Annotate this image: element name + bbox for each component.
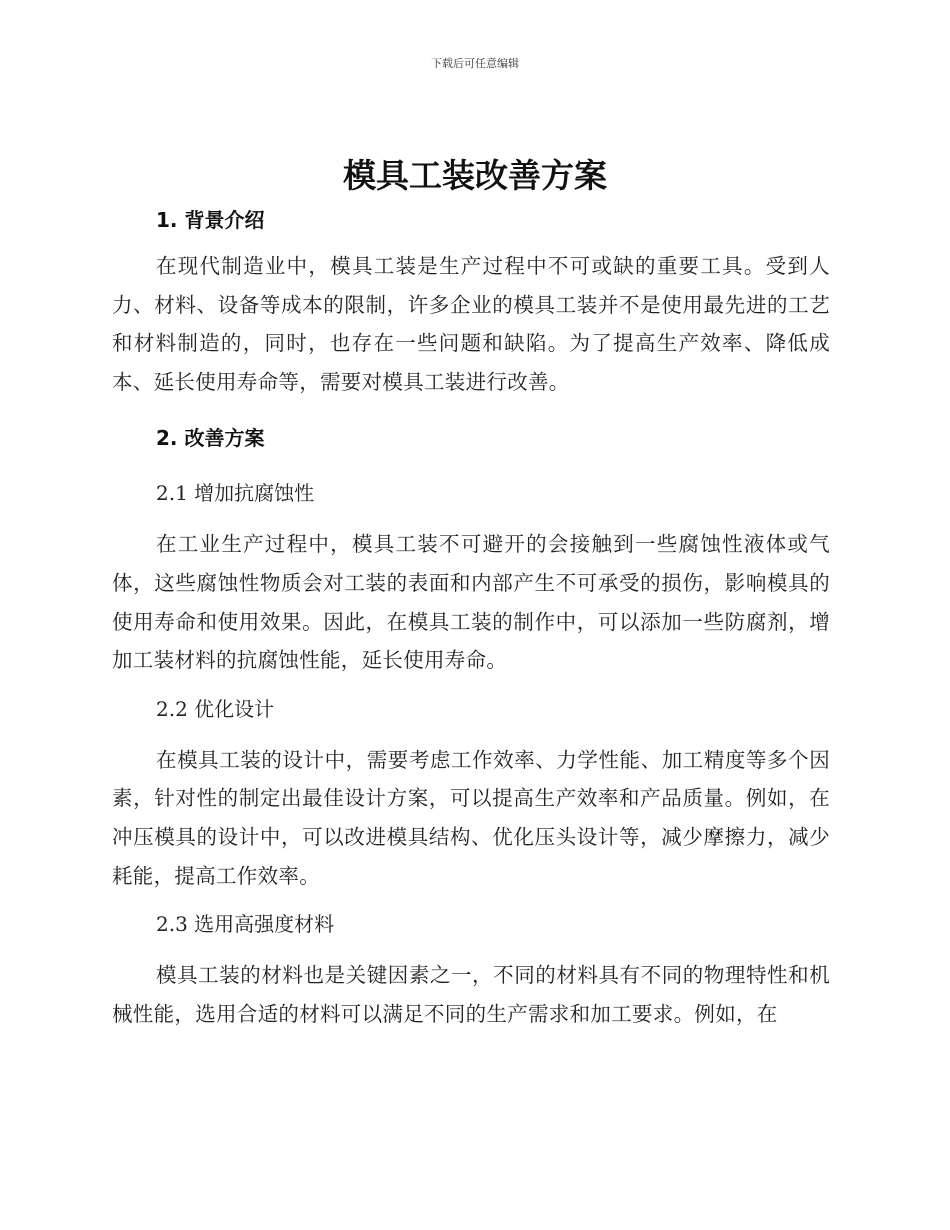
document-title: 模具工装改善方案 <box>343 156 607 195</box>
subsection-2-2-heading: 2.2 优化设计 <box>156 696 275 721</box>
section-2-heading: 2. 改善方案 <box>156 426 265 451</box>
subsection-2-3-heading: 2.3 选用高强度材料 <box>156 912 335 937</box>
subsection-2-3-paragraph: 模具工装的材料也是关键因素之一，不同的材料具有不同的物理特性和机械性能，选用合适的材料可以满足不同的生产需求和加工要求。例如，在 <box>112 963 830 1026</box>
section-1-heading: 1. 背景介绍 <box>156 208 265 232</box>
subsection-2-2-paragraph: 在模具工装的设计中，需要考虑工作效率、力学性能、加工精度等多个因素，针对性的制定出最佳设计方案，可以提高生产效率和产品质量。例如，在冲压模具的设计中，可以改进模具结构、优化压头设计等，减少摩擦力，减少耗能，提高工作效率。 <box>112 747 830 888</box>
section-1-paragraph: 在现代制造业中，模具工装是生产过程中不可或缺的重要工具。受到人力、材料、设备等成本的限制，许多企业的模具工装并不是使用最先进的工艺和材料制造的，同时，也存在一些问题和缺陷。为了提高生产效率、降低成本、延长使用寿命等，需要对模具工装进行改善。 <box>112 254 830 394</box>
header-note: 下载后可任意编辑 <box>431 57 519 70</box>
subsection-2-1-heading: 2.1 增加抗腐蚀性 <box>156 481 315 506</box>
subsection-2-1-paragraph: 在工业生产过程中，模具工装不可避开的会接触到一些腐蚀性液体或气体，这些腐蚀性物质会对工装的表面和内部产生不可承受的损伤，影响模具的使用寿命和使用效果。因此，在模具工装的制作中，可以添加一些防腐剂，增加工装材料的抗腐蚀性能，延长使用寿命。 <box>112 532 830 673</box>
document-body <box>112 205 830 1033</box>
